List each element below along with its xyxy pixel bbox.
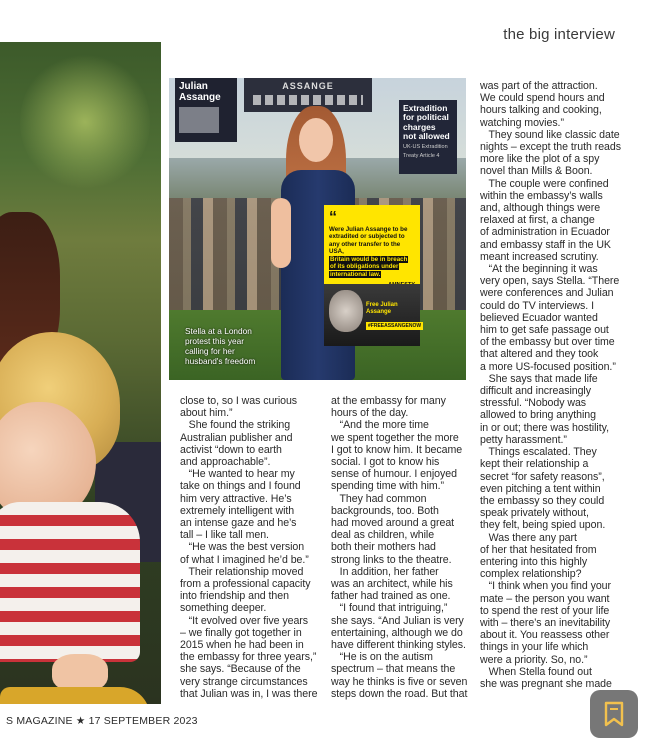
article-line: meant increased scrutiny. [480,250,599,263]
article-line: hours talking and cooking, [480,104,602,117]
article-line: about it. You reassess other [480,629,610,642]
article-line: within the embassy’s walls [480,189,603,202]
caption-line: husband's freedom [185,356,256,367]
article-line: at the embassy for many [331,395,446,407]
article-line: very strange circumstances [180,675,308,688]
article-line: could do TV interviews. I [480,299,594,312]
caption-line: calling for her [185,346,235,357]
article-line: of the embassy but over time [480,336,615,349]
article-line: close to, so I was curious [180,395,298,407]
article-line: from a professional capacity [180,578,311,591]
article-line: in or out; there was hostility, [480,421,609,434]
sign-line: any other transfer to the USA, [329,240,401,256]
article-line: were conferences and Julian [480,287,614,300]
article-line: novel than Mills & Boon. [480,165,593,178]
portrait-tag: Free Julian Assange [366,302,398,315]
caption-line: protest this year [185,336,245,347]
article-line: she was pregnant she made [480,677,612,690]
article-line: were a priority. So, no.” [480,653,588,666]
article-line: tall – I like tall men. [180,529,269,542]
article-line: of her that hesitated from [480,543,597,556]
sign-highlight: Britain would be in breach [330,255,408,263]
article-line: both their mothers had [331,541,436,554]
article-line: him very attractive. He’s [180,492,292,505]
article-line: had moved around a great [331,517,455,530]
article-line: Australian publisher and [180,431,293,444]
article-line: nights – except the truth reads [480,141,621,154]
article-line: Their relationship moved [180,565,304,578]
banner-text: ASSANGE [282,81,334,91]
article-line: entertaining, although we do [331,626,463,639]
assange-portrait [324,284,420,346]
sign-subline: Treaty Article 4 [403,153,440,160]
article-line: – we finally got together in [180,626,302,639]
article-line: social. I got to know his [331,456,440,469]
article-line: “At the beginning it was [480,263,598,276]
article-line: even pitching a tent within [480,482,601,495]
sign-line: extradited or subjected to [329,233,405,241]
article-line: speak privately without, [480,507,589,520]
article-line: relaxed at first, a change [480,214,595,227]
article-line: secret “for safety reasons”, [480,470,605,483]
article-line: watching movies.” [480,116,564,129]
article-line: way he thinks is five or seven [331,675,468,688]
sign-line: for political [403,112,449,123]
article-line: “He is on the autism [331,651,433,664]
article-line: stressful. “Nobody was [480,397,587,410]
article-line: take on things and I found [180,480,301,493]
article-line: complex relationship? [480,568,582,581]
article-line: was an architect, while his [331,578,453,591]
article-line: activist “down to earth [180,443,282,456]
article-line: spending time with him.” [331,480,445,493]
article-line: with – there’s an inevitability [480,616,611,629]
page-footer: S MAGAZINE ★ 17 SEPTEMBER 2023 [6,715,198,727]
article-line: the embassy for three years,” [180,651,317,664]
article-line: we spent together the more [331,431,459,444]
article-line: deal as children, while [331,529,435,542]
article-line: Things escalated. They [480,446,597,459]
article-line: They had common [331,492,427,505]
article-line: very open, says Stella. “There [480,275,620,288]
extradition-sign [399,100,457,174]
article-line: she says. “And Julian is very [331,614,464,627]
article-line: “It evolved over five years [180,614,309,627]
section-tag: the big interview [503,26,615,43]
quote-mark: “ [329,209,337,226]
article-line: “And the more time [331,419,429,432]
article-line: that altered and they took [480,348,599,361]
article-line: father had trained as one. [331,590,451,603]
article-line: of administration in Ecuador [480,226,610,239]
article-line: into friendship and then [180,590,289,603]
article-line: The couple were confined [480,177,609,190]
child-photo [0,42,161,704]
article-line: kept their relationship a [480,458,589,471]
sign-line: Assange [179,91,221,103]
article-line: “He wanted to hear my [180,468,295,481]
article-line: When Stella found out [480,665,592,678]
article-line: and embassy staff in the UK [480,238,611,251]
sign-line: not allowed [403,131,450,142]
article-line: 2015 when he had been in [180,639,304,652]
article-line: of what I imagined he’d be.” [180,553,309,566]
article-line: “I found that intriguing,” [331,602,448,615]
article-line: They sound like classic date [480,128,620,141]
article-line: the embassy so they could [480,494,605,507]
article-line: allowed to bring anything [480,409,596,422]
article-line: strong links to the theatre. [331,553,452,566]
article-line: an intense gaze and he’s [180,517,297,530]
sign-line: Were Julian Assange to be [329,226,408,233]
article-line: to spend the rest of your life [480,604,610,617]
article-line: she says. “Because of the [180,663,301,676]
article-line: backgrounds, too. Both [331,504,439,517]
bookmark-icon [603,701,625,727]
article-column-2 [331,395,471,700]
article-line: entering into this highly [480,555,588,568]
article-line: She says that made life [480,372,598,385]
article-line: have different thinking styles. [331,639,466,652]
article-line: In addition, her father [331,565,439,578]
article-line: mate – the person you want [480,592,610,605]
article-line: “He was the best version [180,541,305,554]
article-line: petty harassment.” [480,433,567,446]
article-line: hours of the day. [331,407,409,420]
sign-line: charges [403,121,436,132]
article-line: “I think when you find your [480,580,611,593]
sign-subline: UK-US Extradition [403,144,448,151]
caption-line: Stella at a London [185,326,252,336]
article-line: him to get safe passage out [480,324,609,337]
sign-line: Julian [179,81,208,92]
article-column-3 [480,80,630,690]
article-line: steps down the road. But that [331,687,468,700]
julian-assange-sign [175,78,237,142]
article-line: believed Ecuador wanted [480,311,598,324]
photo-caption [185,326,295,366]
article-column-1 [180,395,325,700]
article-line: spectrum – that means the [331,663,456,676]
article-line: things in your life which [480,641,589,654]
sign-line: Extradition [403,103,448,113]
hashtag: #FREEASSANGENOW [368,323,422,329]
article-line: that Julian was in, I was there [180,687,318,700]
article-line: I got to know him. It became [331,443,463,456]
article-line: was part of the attraction. [480,80,598,92]
article-line: a more US-focused position.” [480,360,616,373]
protest-photo [169,78,466,380]
sign-highlight: of its obligations under [330,263,399,271]
article-line: they felt, being spied upon. [480,519,606,532]
article-line: Was there any part [480,531,577,544]
article-line: something deeper. [180,602,267,615]
sign-highlight: international law. [330,270,381,278]
article-line: She found the striking [180,419,291,432]
bookmark-button[interactable] [590,690,638,738]
article-line: difficult and increasingly [480,385,591,398]
article-line: and, although things were [480,202,601,215]
article-line: We could spend hours and [480,92,605,105]
article-line: more like the plot of a spy [480,153,600,166]
article-line: sense of humour. I enjoyed [331,468,457,481]
article-line: about him.” [180,407,233,420]
article-line: and approachable”. [180,456,271,469]
article-line: extremely intelligent with [180,504,295,517]
